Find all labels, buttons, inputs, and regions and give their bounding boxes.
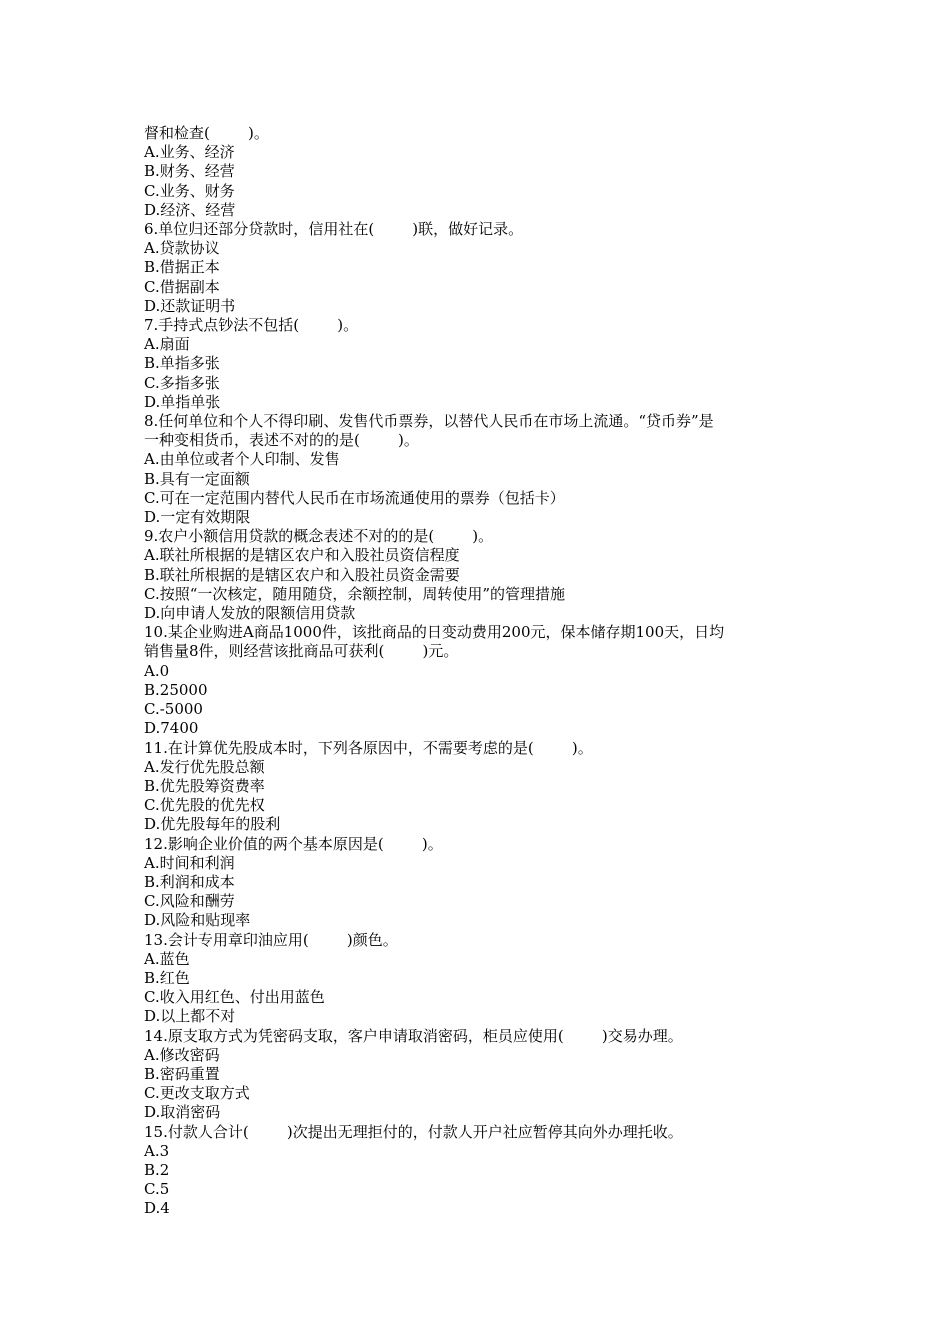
text-line: 14.原支取方式为凭密码支取，客户申请取消密码，柜员应使用( )交易办理。 [144,1026,683,1045]
text-line: C.优先股的优先权 [144,796,265,815]
text-line: A.贷款协议 [144,239,220,258]
text-line: A.发行优先股总额 [144,757,265,776]
text-line: A.时间和利润 [144,853,235,872]
text-line: C.可在一定范围内替代人民币在市场流通使用的票券（包括卡） [144,488,565,507]
text-line: B.借据正本 [144,258,220,277]
text-line: C.多指多张 [144,373,220,392]
text-line: C.更改支取方式 [144,1084,250,1103]
text-line: A.修改密码 [144,1045,220,1064]
text-line: 12.影响企业价值的两个基本原因是( )。 [144,834,443,853]
text-line: C.按照“一次核定，随用随贷，余额控制，周转使用”的管理措施 [144,584,566,603]
text-line: B.利润和成本 [144,872,235,891]
text-line: D.一定有效期限 [144,508,251,527]
text-line: D.单指单张 [144,392,221,411]
text-line: 15.付款人合计( )次提出无理拒付的，付款人开户社应暂停其向外办理托收。 [144,1122,683,1141]
text-line: D.风险和贴现率 [144,911,251,930]
text-line: C.业务、财务 [144,181,235,200]
text-line: 督和检查( )。 [144,124,269,142]
document-page [144,124,814,1219]
text-line: C.风险和酬劳 [144,892,235,911]
text-line: D.还款证明书 [144,296,236,315]
text-line: A.蓝色 [144,949,190,968]
text-line: A.联社所根据的是辖区农户和入股社员资信程度 [144,546,460,565]
text-line: B.联社所根据的是辖区农户和入股社员资金需要 [144,565,460,584]
text-line: B.红色 [144,968,190,987]
text-line: 13.会计专用章印油应用( )颜色。 [144,930,398,949]
text-line: 8.任何单位和个人不得印刷、发售代币票券，以替代人民币在市场上流通。“贷币券”是 [144,412,714,431]
text-line: D.以上都不对 [144,1007,236,1026]
text-line: 6.单位归还部分贷款时，信用社在( )联，做好记录。 [144,220,524,239]
text-line: C.-5000 [144,700,203,719]
text-line: D.4 [144,1199,170,1218]
text-line: 一种变相货币，表述不对的的是( )。 [144,431,419,450]
text-line: A.扇面 [144,335,190,354]
text-line: 10.某企业购进A商品1000件，该批商品的日变动费用200元，保本储存期100天，日均 [144,623,725,642]
text-line: A.业务、经济 [144,143,235,162]
text-line: D.取消密码 [144,1103,221,1122]
text-line: B.2 [144,1160,170,1179]
text-line: B.具有一定面额 [144,469,250,488]
text-line: C.5 [144,1180,170,1199]
text-line: D.优先股每年的股利 [144,815,281,834]
text-line: B.优先股筹资费率 [144,776,265,795]
text-line: 9.农户小额信用贷款的概念表述不对的的是( )。 [144,527,494,546]
text-line: C.收入用红色、付出用蓝色 [144,988,325,1007]
text-line: A.0 [144,661,170,680]
text-line: 销售量8件，则经营该批商品可获利( )元。 [144,642,459,661]
text-line: B.财务、经营 [144,162,235,181]
text-line: C.借据副本 [144,277,220,296]
text-line: A.3 [144,1141,170,1160]
text-line: A.由单位或者个人印制、发售 [144,450,340,469]
text-line: D.向申请人发放的限额信用贷款 [144,604,356,623]
text-line: D.7400 [144,719,199,738]
text-line: 11.在计算优先股成本时，下列各原因中，不需要考虑的是( )。 [144,738,593,757]
text-line: D.经济、经营 [144,200,236,219]
text-line: B.25000 [144,680,208,699]
text-line: B.密码重置 [144,1064,220,1083]
text-line: 7.手持式点钞法不包括( )。 [144,316,359,335]
text-line: B.单指多张 [144,354,220,373]
